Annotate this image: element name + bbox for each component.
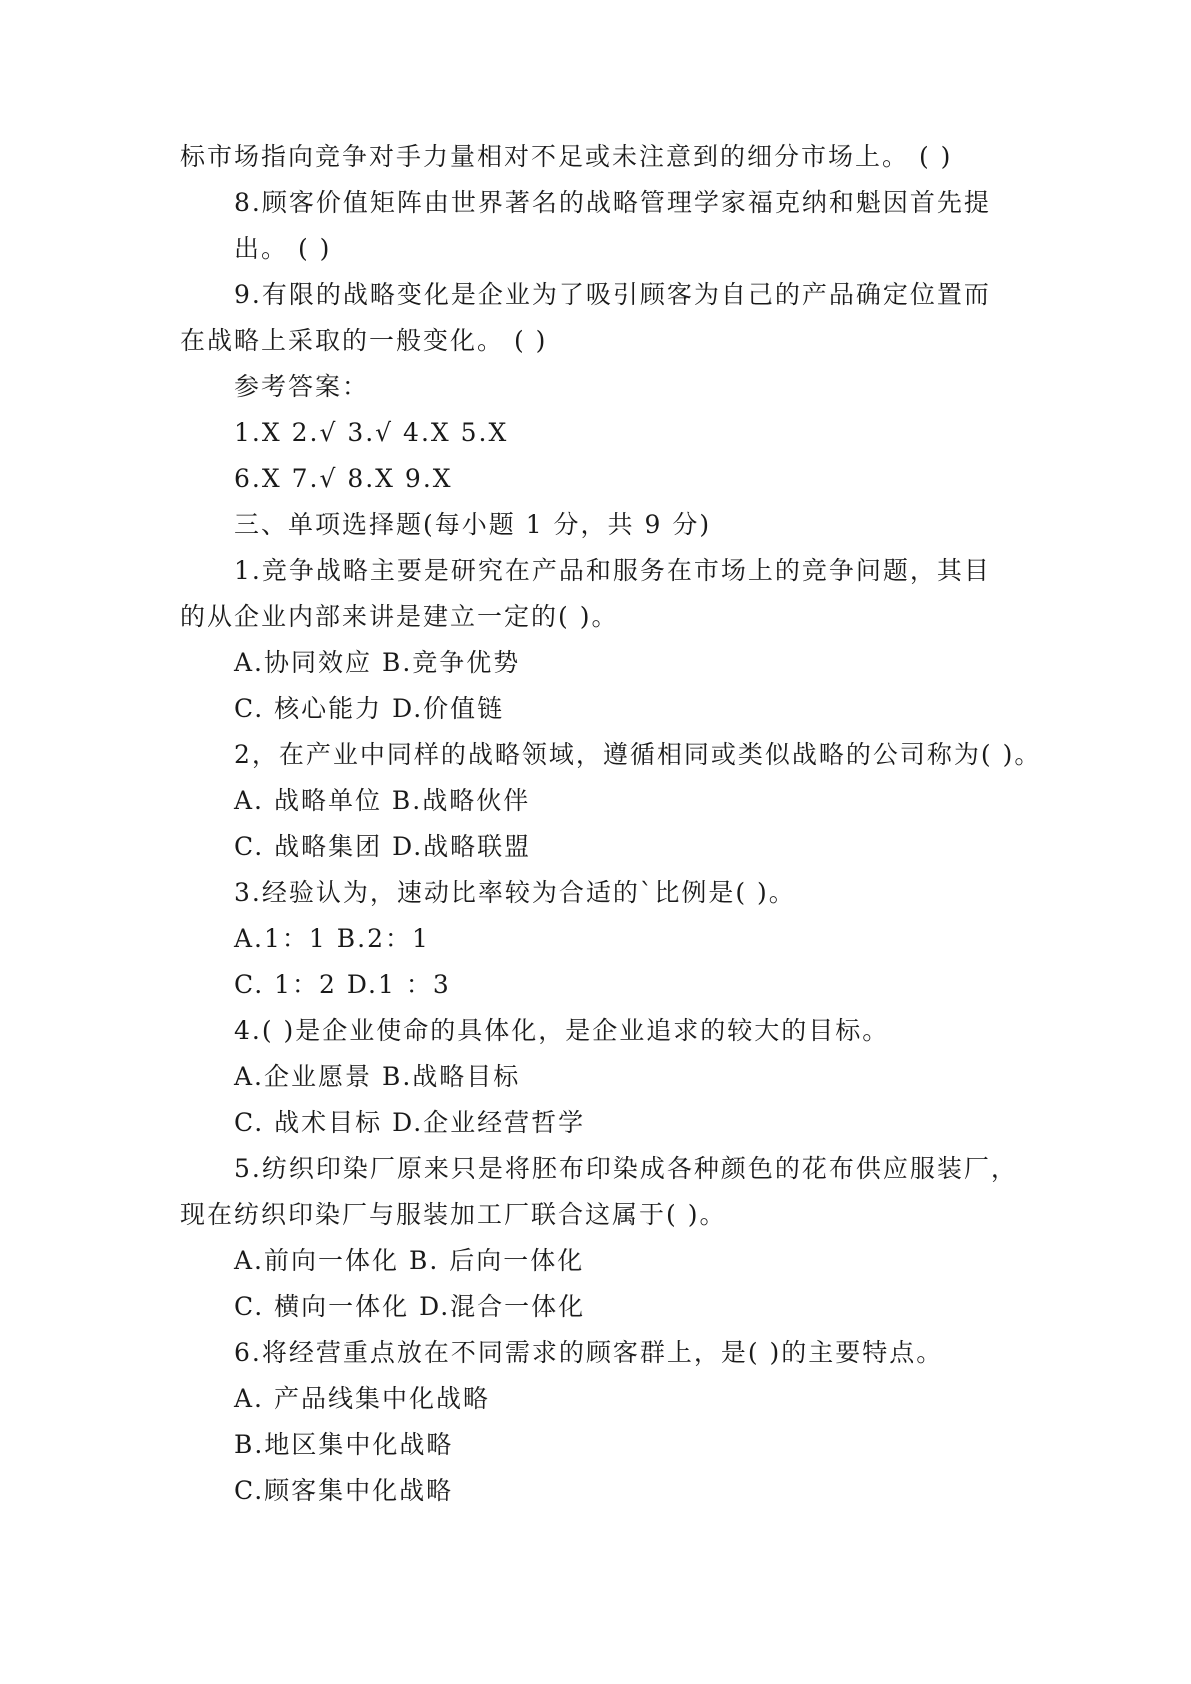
mcq-1-options-ab: A.协同效应 B.竞争优势 [234, 648, 521, 677]
question-8-line-1: 8.顾客价值矩阵由世界著名的战略管理学家福克纳和魁因首先提 [234, 188, 991, 217]
mcq-1-options-cd: C. 核心能力 D.价值链 [234, 694, 505, 723]
mcq-1-line-2: 的从企业内部来讲是建立一定的( )。 [180, 602, 619, 631]
mcq-6-option-a: A. 产品线集中化战略 [234, 1384, 490, 1413]
text-line: 标市场指向竞争对手力量相对不足或未注意到的细分市场上。 ( ) [180, 142, 953, 171]
mcq-6-option-c: C.顾客集中化战略 [234, 1476, 454, 1505]
question-8-line-2: 出。 ( ) [234, 234, 332, 263]
question-9-line-1: 9.有限的战略变化是企业为了吸引顾客为自己的产品确定位置而 [234, 280, 991, 309]
answer-key-heading: 参考答案： [234, 372, 370, 401]
mcq-6-question: 6.将经营重点放在不同需求的顾客群上，是( )的主要特点。 [234, 1338, 944, 1367]
mcq-4-question: 4.( )是企业使命的具体化，是企业追求的较大的目标。 [234, 1016, 890, 1045]
mcq-3-options-cd: C. 1：2 D.1 ：3 [234, 970, 451, 999]
mcq-4-options-cd: C. 战术目标 D.企业经营哲学 [234, 1108, 586, 1137]
mcq-4-options-ab: A.企业愿景 B.战略目标 [234, 1062, 521, 1091]
mcq-2-options-cd: C. 战略集团 D.战略联盟 [234, 832, 532, 861]
mcq-2-question: 2，在产业中同样的战略领域，遵循相同或类似战略的公司称为( )。 [234, 740, 1042, 769]
mcq-5-options-cd: C. 横向一体化 D.混合一体化 [234, 1292, 586, 1321]
question-9-line-2: 在战略上采取的一般变化。 ( ) [180, 326, 548, 355]
answer-key-row-2: 6.X 7.√ 8.X 9.X [234, 464, 453, 493]
answer-key-row-1: 1.X 2.√ 3.√ 4.X 5.X [234, 418, 509, 447]
mcq-5-line-1: 5.纺织印染厂原来只是将胚布印染成各种颜色的花布供应服装厂， [234, 1154, 1018, 1183]
mcq-2-options-ab: A. 战略单位 B.战略伙伴 [234, 786, 531, 815]
mcq-5-line-2: 现在纺织印染厂与服装加工厂联合这属于( )。 [180, 1200, 727, 1229]
section-heading: 三、单项选择题(每小题 1 分，共 9 分) [234, 510, 712, 539]
mcq-6-option-b: B.地区集中化战略 [234, 1430, 454, 1459]
mcq-1-line-1: 1.竞争战略主要是研究在产品和服务在市场上的竞争问题，其目 [234, 556, 991, 585]
mcq-3-options-ab: A.1：1 B.2：1 [234, 924, 430, 953]
mcq-5-options-ab: A.前向一体化 B. 后向一体化 [234, 1246, 585, 1275]
mcq-3-question: 3.经验认为，速动比率较为合适的`比例是( )。 [234, 878, 796, 907]
